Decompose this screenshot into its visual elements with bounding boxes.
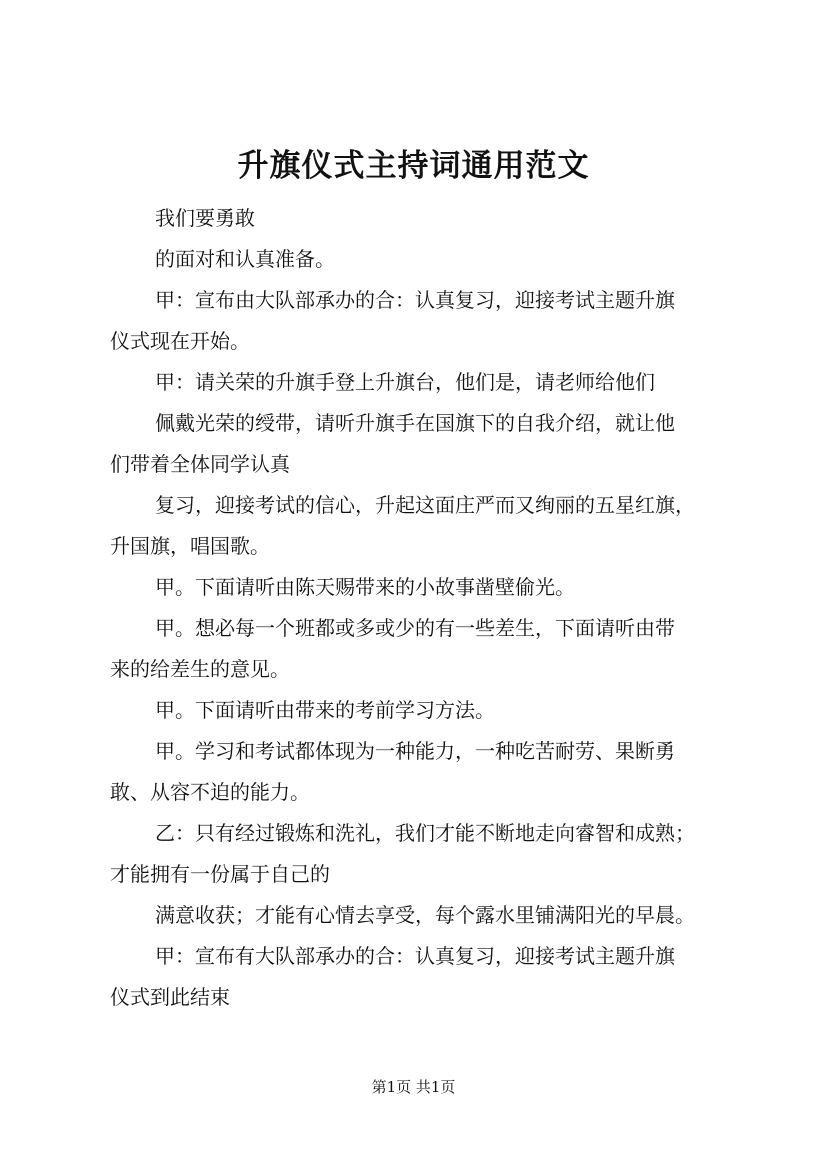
document-title: 升旗仪式主持词通用范文 xyxy=(237,148,590,184)
paragraph-line-13: 甲。下面请听由带来的考前学习方法。 xyxy=(155,698,495,722)
paragraph-line-12: 来的给差生的意见。 xyxy=(110,657,290,681)
paragraph-line-18: 满意收获；才能有心情去享受，每个露水里铺满阳光的早晨。 xyxy=(155,903,695,927)
paragraph-line-19: 甲：宣布有大队部承办的合：认真复习，迎接考试主题升旗 xyxy=(155,944,675,968)
page-footer: 第1页 共1页 xyxy=(371,1078,456,1096)
paragraph-line-9: 升国旗，唱国歌。 xyxy=(110,534,270,558)
document-body xyxy=(110,198,750,1018)
paragraph-line-3: 甲：宣布由大队部承办的合：认真复习，迎接考试主题升旗 xyxy=(155,288,675,312)
paragraph-line-10: 甲。下面请听由陈天赐带来的小故事凿壁偷光。 xyxy=(155,575,575,599)
paragraph-line-20: 仪式到此结束 xyxy=(110,985,230,1009)
paragraph-line-16: 乙：只有经过锻炼和洗礼，我们才能不断地走向睿智和成熟； xyxy=(155,821,695,845)
paragraph-line-4: 仪式现在开始。 xyxy=(110,329,250,353)
paragraph-line-6: 佩戴光荣的绶带，请听升旗手在国旗下的自我介绍，就让他 xyxy=(155,411,675,435)
paragraph-line-7: 们带着全体同学认真 xyxy=(110,452,290,476)
paragraph-line-14: 甲。学习和考试都体现为一种能力，一种吃苦耐劳、果断勇 xyxy=(155,739,675,763)
paragraph-line-5: 甲：请关荣的升旗手登上升旗台，他们是，请老师给他们 xyxy=(155,370,655,394)
paragraph-line-1: 我们要勇敢 xyxy=(155,206,255,230)
paragraph-line-11: 甲。想必每一个班都或多或少的有一些差生，下面请听由带 xyxy=(155,616,675,640)
paragraph-line-2: 的面对和认真准备。 xyxy=(155,247,335,271)
paragraph-line-8: 复习，迎接考试的信心，升起这面庄严而又绚丽的五星红旗， xyxy=(155,493,695,517)
paragraph-line-17: 才能拥有一份属于自己的 xyxy=(110,862,330,886)
paragraph-line-15: 敢、从容不迫的能力。 xyxy=(110,780,310,804)
